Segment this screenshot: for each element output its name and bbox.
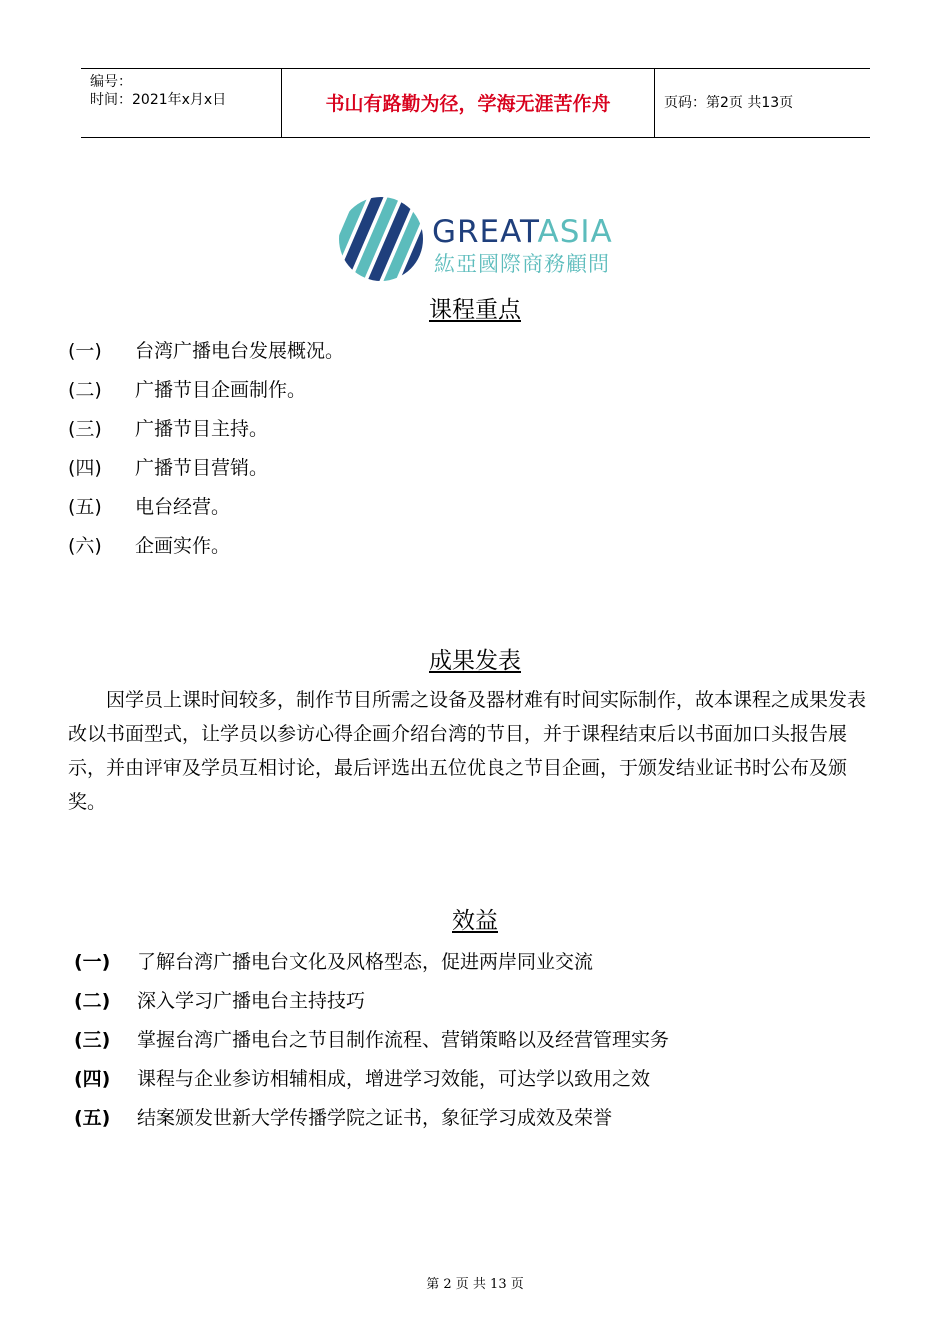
header-table [81,68,870,138]
number-label: 编号： [90,74,132,90]
brand-name-part2: ASIA [537,214,613,250]
course-focus-heading: 课程重点 [429,297,521,323]
globe-stripes-icon [336,196,426,282]
brand-subtitle: 紘亞國際商務顧問 [434,252,610,276]
list-marker: (五) [68,496,102,518]
benefits-heading: 效益 [452,908,498,934]
list-text: 台湾广播电台发展概况。 [135,340,345,362]
brand-name [432,214,613,250]
brand-name-part1: GREAT [432,214,538,250]
list-text: 深入学习广播电台主持技巧 [137,990,366,1012]
page-footer: 第 2 页 共 13 页 [426,1277,524,1292]
list-marker: (一) [68,340,102,362]
page-label: 页码：第2页 共13页 [664,95,794,111]
header-page-cell [655,69,869,137]
list-text: 结案颁发世新大学传播学院之证书，象征学习成效及荣誉 [137,1107,613,1129]
header-meta-cell [81,69,282,137]
list-text: 企画实作。 [135,535,231,557]
list-text: 课程与企业参访相辅相成，增进学习效能，可达学以致用之效 [137,1068,651,1090]
results-paragraph: 因学员上课时间较多，制作节目所需之设备及器材难有时间实际制作，故本课程之成果发表改以书面型式，让学员以参访心得企画介绍台湾的节目，并于课程结束后以书面加口头报告展示，并由评审及学员互相讨论，最后评选出五位优良之节目企画，于颁发结业证书时公布及颁奖。 [68,689,867,813]
list-marker: (四) [68,457,102,479]
list-marker: (五) [74,1107,111,1129]
list-marker: (三) [74,1029,111,1051]
list-marker: (四) [74,1068,111,1090]
list-text: 电台经营。 [135,496,231,518]
list-text: 广播节目主持。 [135,418,269,440]
list-text: 广播节目企画制作。 [135,379,307,401]
list-text: 掌握台湾广播电台之节目制作流程、营销策略以及经营管理实务 [137,1029,670,1051]
company-logo [336,196,616,282]
list-text: 了解台湾广播电台文化及风格型态，促进两岸同业交流 [137,951,594,973]
header-motto-cell [282,69,655,137]
list-marker: (三) [68,418,102,440]
list-marker: (二) [74,990,111,1012]
motto: 书山有路勤为径，学海无涯苦作舟 [325,93,611,115]
results-heading: 成果发表 [429,648,521,674]
time-label: 时间：2021年x月x日 [90,92,227,108]
list-marker: (二) [68,379,102,401]
list-marker: (一) [74,951,111,973]
list-marker: (六) [68,535,102,557]
list-text: 广播节目营销。 [135,457,269,479]
